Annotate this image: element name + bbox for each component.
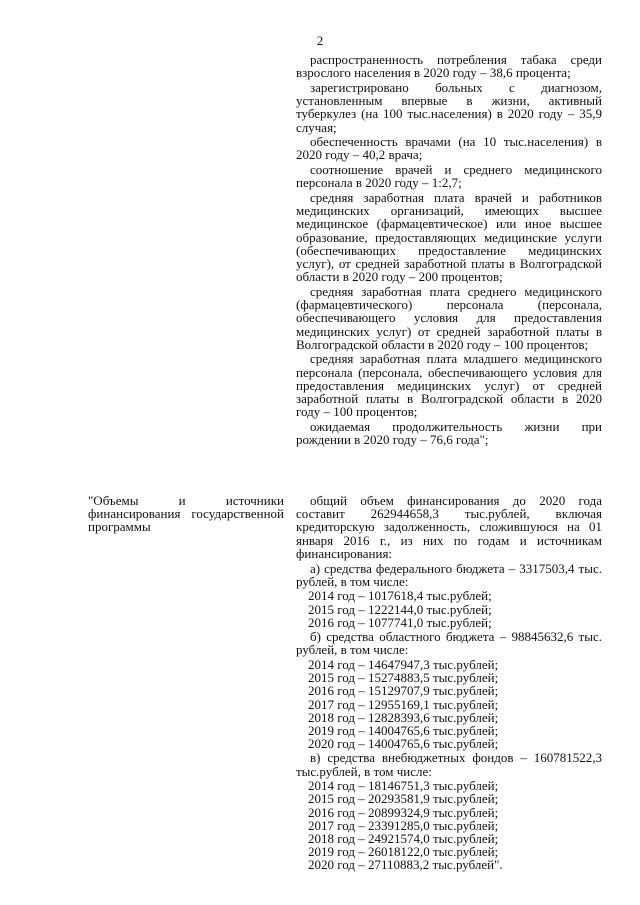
offbudget-year-line: 2016 год – 20899324,9 тыс.рублей; — [308, 804, 499, 820]
section-label: "Объемы и источники финансирования государственной программы — [88, 493, 284, 535]
regional-year-line: 2017 год – 12955169,1 тыс.рублей; — [308, 696, 499, 712]
regional-year-line: 2018 год – 12828393,6 тыс.рублей; — [308, 709, 499, 725]
offbudget-year-line: 2020 год – 27110883,2 тыс.рублей". — [308, 857, 503, 873]
offbudget-year-line: 2018 год – 24921574,0 тыс.рублей; — [308, 831, 499, 847]
paragraph: средняя заработная плата среднего медицинского (фармацевтического) персонала (персонала, обеспечивающего условия для предоставления медицинских услуг) от средней заработной платы в Волгоградской области в 2020 году – 100 процентов; — [296, 283, 602, 352]
financing-intro: общий объем финансирования до 2020 года составит 262944658,3 тыс.рублей, включая кредиторскую задолженность, сложившуюся на 01 января 2016 г., из них по годам и источникам финансирования: — [296, 493, 602, 561]
page-number: 2 — [316, 33, 324, 48]
paragraph: зарегистрировано больных с диагнозом, установленным впервые в жизни, активный туберкулез (на 100 тыс.населения) в 2020 году – 35,9 случая; — [296, 79, 602, 135]
paragraph: соотношение врачей и среднего медицинского персонала в 2020 году – 1:2,7; — [296, 162, 602, 191]
regional-year-line: 2015 год – 15274883,5 тыс.рублей; — [308, 670, 499, 686]
offbudget-year-line: 2015 год – 20293581,9 тыс.рублей; — [308, 791, 499, 807]
federal-year-line: 2015 год – 1222144,0 тыс.рублей; — [308, 601, 492, 617]
offbudget-heading: в) средства внебюджетных фондов – 160781522,3 тыс.рублей, в том числе: — [296, 750, 602, 779]
paragraph: ожидаемая продолжительность жизни при рождении в 2020 году – 76,6 года"; — [296, 418, 602, 448]
federal-heading: а) средства федерального бюджета – 3317503,4 тыс. рублей, в том числе: — [296, 560, 602, 589]
regional-year-line: 2016 год – 15129707,9 тыс.рублей; — [308, 683, 499, 699]
regional-year-line: 2019 год – 14004765,6 тыс.рублей; — [308, 722, 499, 738]
federal-year-line: 2016 год – 1077741,0 тыс.рублей; — [308, 614, 492, 630]
regional-year-line: 2014 год – 14647947,3 тыс.рублей; — [308, 656, 499, 672]
federal-year-line: 2014 год – 1017618,4 тыс.рублей; — [308, 588, 492, 604]
paragraph: обеспеченность врачами (на 10 тыс.населения) в 2020 году – 40,2 врача; — [296, 134, 602, 163]
offbudget-year-line: 2019 год – 26018122,0 тыс.рублей; — [308, 844, 499, 860]
paragraph: средняя заработная плата врачей и работников медицинских организаций, имеющих высшее медицинское (фармацевтическое) или иное высшее образование, предоставляющих медицинские услуги (обеспечивающих предоставление медицинских услуг), от средней заработной платы в Волгоградской области в 2020 году – 200 процентов; — [296, 190, 602, 285]
regional-heading: б) средства областного бюджета – 98845632,6 тыс. рублей, в том числе: — [296, 629, 602, 658]
regional-year-line: 2020 год – 14004765,6 тыс.рублей; — [308, 736, 499, 752]
indicators-text — [296, 53, 602, 448]
paragraph: средняя заработная плата младшего медицинского персонала (персонала, обеспечивающего условия для предоставления медицинских услуг) от средней заработной платы в Волгоградской области в 2020 году – 100 процентов; — [296, 351, 602, 420]
offbudget-year-line: 2014 год – 18146751,3 тыс.рублей; — [308, 778, 499, 794]
paragraph: распространенность потребления табака среди взрослого населения в 2020 году – 38,6 процента; — [296, 52, 602, 81]
financing-text — [296, 494, 602, 872]
offbudget-year-line: 2017 год – 23391285,0 тыс.рублей; — [308, 817, 499, 833]
